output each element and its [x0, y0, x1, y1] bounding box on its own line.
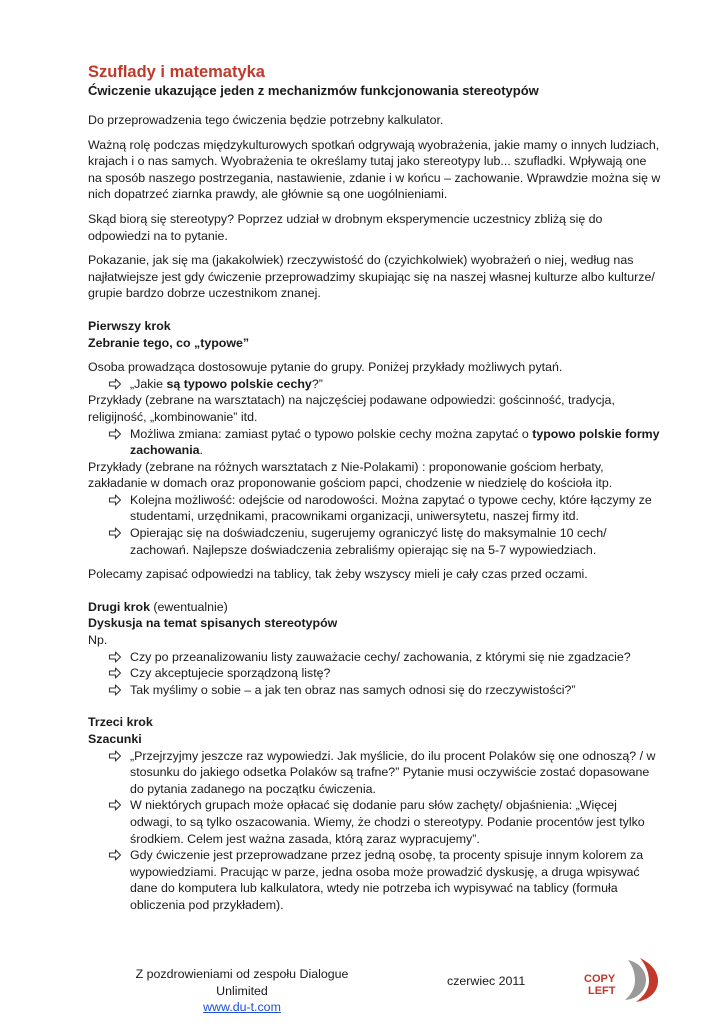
- step1-examples: Przykłady (zebrane na różnych warsztatach z Nie-Polakami) : proponowanie gościom herbaty, zakładanie w domach oraz proponowanie gościom papci, chodzenie w niedzielę do kościoła itp.: [88, 459, 613, 491]
- step3-heading: Trzeci krok: [88, 715, 153, 730]
- footer-date: czerwiec 2011: [447, 974, 526, 988]
- intro-paragraph: Ważną rolę podczas międzykulturowych spotkań odgrywają wyobrażenia, jakie mamy o innych ludziach, krajach i o nas samych. Wyobrażenia te określamy tutaj jako stereotypy lub... szufladki. Wpływają one na sposób naszego postrzegania, nastawienie, zdanie i w końcu – zachowanie. Wprawdzie można się w nich dopatrzeć ziarnka prawdy, ale głównie są one uogólnieniami.: [88, 137, 661, 202]
- arrow-right-outline-icon: [108, 666, 122, 680]
- list-item: [88, 649, 663, 666]
- bullet-text: Tak myślimy o sobie – a jak ten obraz nas samych odnosi się do rzeczywistości?”: [130, 682, 576, 697]
- intro-paragraph: Pokazanie, jak się ma (jakakolwiek) rzeczywistość do (czyichkolwiek) wyobrażeń o niej, według nas najłatwiejsze jest gdy ćwiczenie przeprowadzimy skupiając się na naszej własnej kulturze albo kulturze/ grupie bardzo dobrze uczestnikom znanej.: [88, 253, 655, 301]
- arrow-right-outline-icon: [108, 683, 122, 697]
- bullet-text: Czy po przeanalizowaniu listy zauważacie cechy/ zachowania, z którymi się nie zgadzacie?: [130, 649, 631, 664]
- bullet-bold-text: są typowo polskie cechy: [166, 376, 312, 391]
- step2-np: Np.: [88, 633, 108, 648]
- step2-heading-note: (ewentualnie): [149, 599, 228, 614]
- step1-lead: Osoba prowadząca dostosowuje pytanie do grupy. Poniżej przykłady możliwych pytań.: [88, 360, 563, 375]
- step3-list: [88, 748, 663, 914]
- step1-section: [88, 318, 663, 583]
- step2-list: [88, 649, 663, 699]
- bullet-text: Możliwa zmiana: zamiast pytać o typowo polskie cechy można zapytać o: [130, 426, 533, 441]
- step1-closing: Polecamy zapisać odpowiedzi na tablicy, tak żeby wszyscy mieli je cały czas przed oczami.: [88, 567, 588, 582]
- bullet-text: „Jakie: [130, 376, 167, 391]
- list-item: [88, 748, 663, 798]
- bullet-text: Gdy ćwiczenie jest przeprowadzane przez jedną osobę, ta procenty spisuje innym kolorem za wypowiedziami. Pracując w parze, jedna osoba może prowadzić dyskusję, a druga wpisywać dane do komputera lub kalkulatora, wtedy nie potrzeba ich wypisywać na tablicy (formuła obliczenia pod przykładem).: [130, 848, 644, 912]
- footer-greeting-block: [112, 966, 372, 1016]
- intro-paragraph: Do przeprowadzenia tego ćwiczenia będzie potrzebny kalkulator.: [88, 113, 444, 127]
- bullet-text: .: [199, 443, 203, 458]
- step1-list-c: [88, 492, 663, 558]
- step2-heading: [88, 599, 663, 616]
- list-item: [88, 376, 663, 393]
- footer-greeting: Z pozdrowieniami od zespołu Dialogue Unlimited: [135, 967, 349, 998]
- bullet-bold-text: typowo polskie formy zachowania: [130, 426, 660, 458]
- step1-list-b: [88, 426, 663, 459]
- list-item: [88, 426, 663, 459]
- bullet-text: Opierając się na doświadczeniu, sugerujemy ograniczyć listę do maksymalnie 10 cech/ zachowań. Najlepsze doświadczenia zebraliśmy opierając się na 5-7 wypowiedziach.: [130, 526, 607, 557]
- list-item: [88, 492, 663, 525]
- arrow-right-outline-icon: [108, 493, 122, 507]
- intro-paragraph: Skąd biorą się stereotypy? Poprzez udział w drobnym eksperymencie uczestnicy zbliżą się do odpowiedzi na to pytanie.: [88, 211, 603, 243]
- step1-examples: Przykłady (zebrane na warsztatach) na najczęściej podawane odpowiedzi: gościnność, tradycja, religijność, „kombinowanie” itd.: [88, 393, 615, 424]
- step1-subheading: Zebranie tego, co „typowe”: [88, 335, 250, 350]
- step2-subheading: Dyskusja na temat spisanych stereotypów: [88, 616, 338, 631]
- arrow-right-outline-icon: [108, 650, 122, 664]
- arrow-right-outline-icon: [108, 798, 122, 812]
- step1-heading: Pierwszy krok: [88, 318, 171, 333]
- step3-section: [88, 714, 663, 913]
- arrow-right-outline-icon: [108, 427, 122, 441]
- list-item: [88, 797, 663, 847]
- logo-text-left: LEFT: [588, 985, 616, 997]
- arrow-right-outline-icon: [108, 749, 122, 763]
- list-item: [88, 665, 663, 682]
- bullet-text: Czy akceptujecie sporządzoną listę?: [130, 666, 331, 681]
- document-subtitle: Ćwiczenie ukazujące jeden z mechanizmów funkcjonowania stereotypów: [88, 83, 539, 98]
- footer-website-link[interactable]: www.du-t.com: [203, 1000, 281, 1015]
- bullet-text: „Przejrzyjmy jeszcze raz wypowiedzi. Jak myślicie, do ilu procent Polaków się one odnoszą? / w stosunku do jakiego odsetka Polaków są trafne?” Pytanie musi oczywiście zostać dopasowane do pytania zadanego na początku ćwiczenia.: [130, 748, 656, 796]
- arrow-right-outline-icon: [108, 377, 122, 391]
- bullet-text: Kolejna możliwość: odejście od narodowości. Można zapytać o typowe cechy, które łączymy ze studentami, urzędnikami, pracownikami organizacji, uniwersytetu, naszej firmy itd.: [130, 492, 652, 524]
- step3-subheading: Szacunki: [88, 732, 142, 746]
- bullet-text: ?”: [311, 376, 323, 391]
- document-page: [88, 62, 663, 914]
- list-item: [88, 682, 663, 699]
- copyleft-logo: [582, 956, 662, 1002]
- step1-list-a: [88, 376, 663, 393]
- list-item: [88, 525, 663, 558]
- bullet-text: W niektórych grupach może opłacać się dodanie paru słów zachęty/ objaśnienia: „Więcej odwagi, to są tylko oszacowania. Wiemy, że chodzi o stereotypy. Podanie procentów jest tylko środkiem. Celem jest ważna zasada, którą zaraz wypracujemy”.: [130, 798, 645, 846]
- list-item: [88, 847, 663, 913]
- step2-heading-text: Drugi krok: [88, 599, 150, 614]
- step2-section: [88, 599, 663, 699]
- arrow-right-outline-icon: [108, 526, 122, 540]
- logo-text-copy: COPY: [584, 973, 616, 985]
- document-title: Szuflady i matematyka: [88, 63, 265, 81]
- arrow-right-outline-icon: [108, 848, 122, 862]
